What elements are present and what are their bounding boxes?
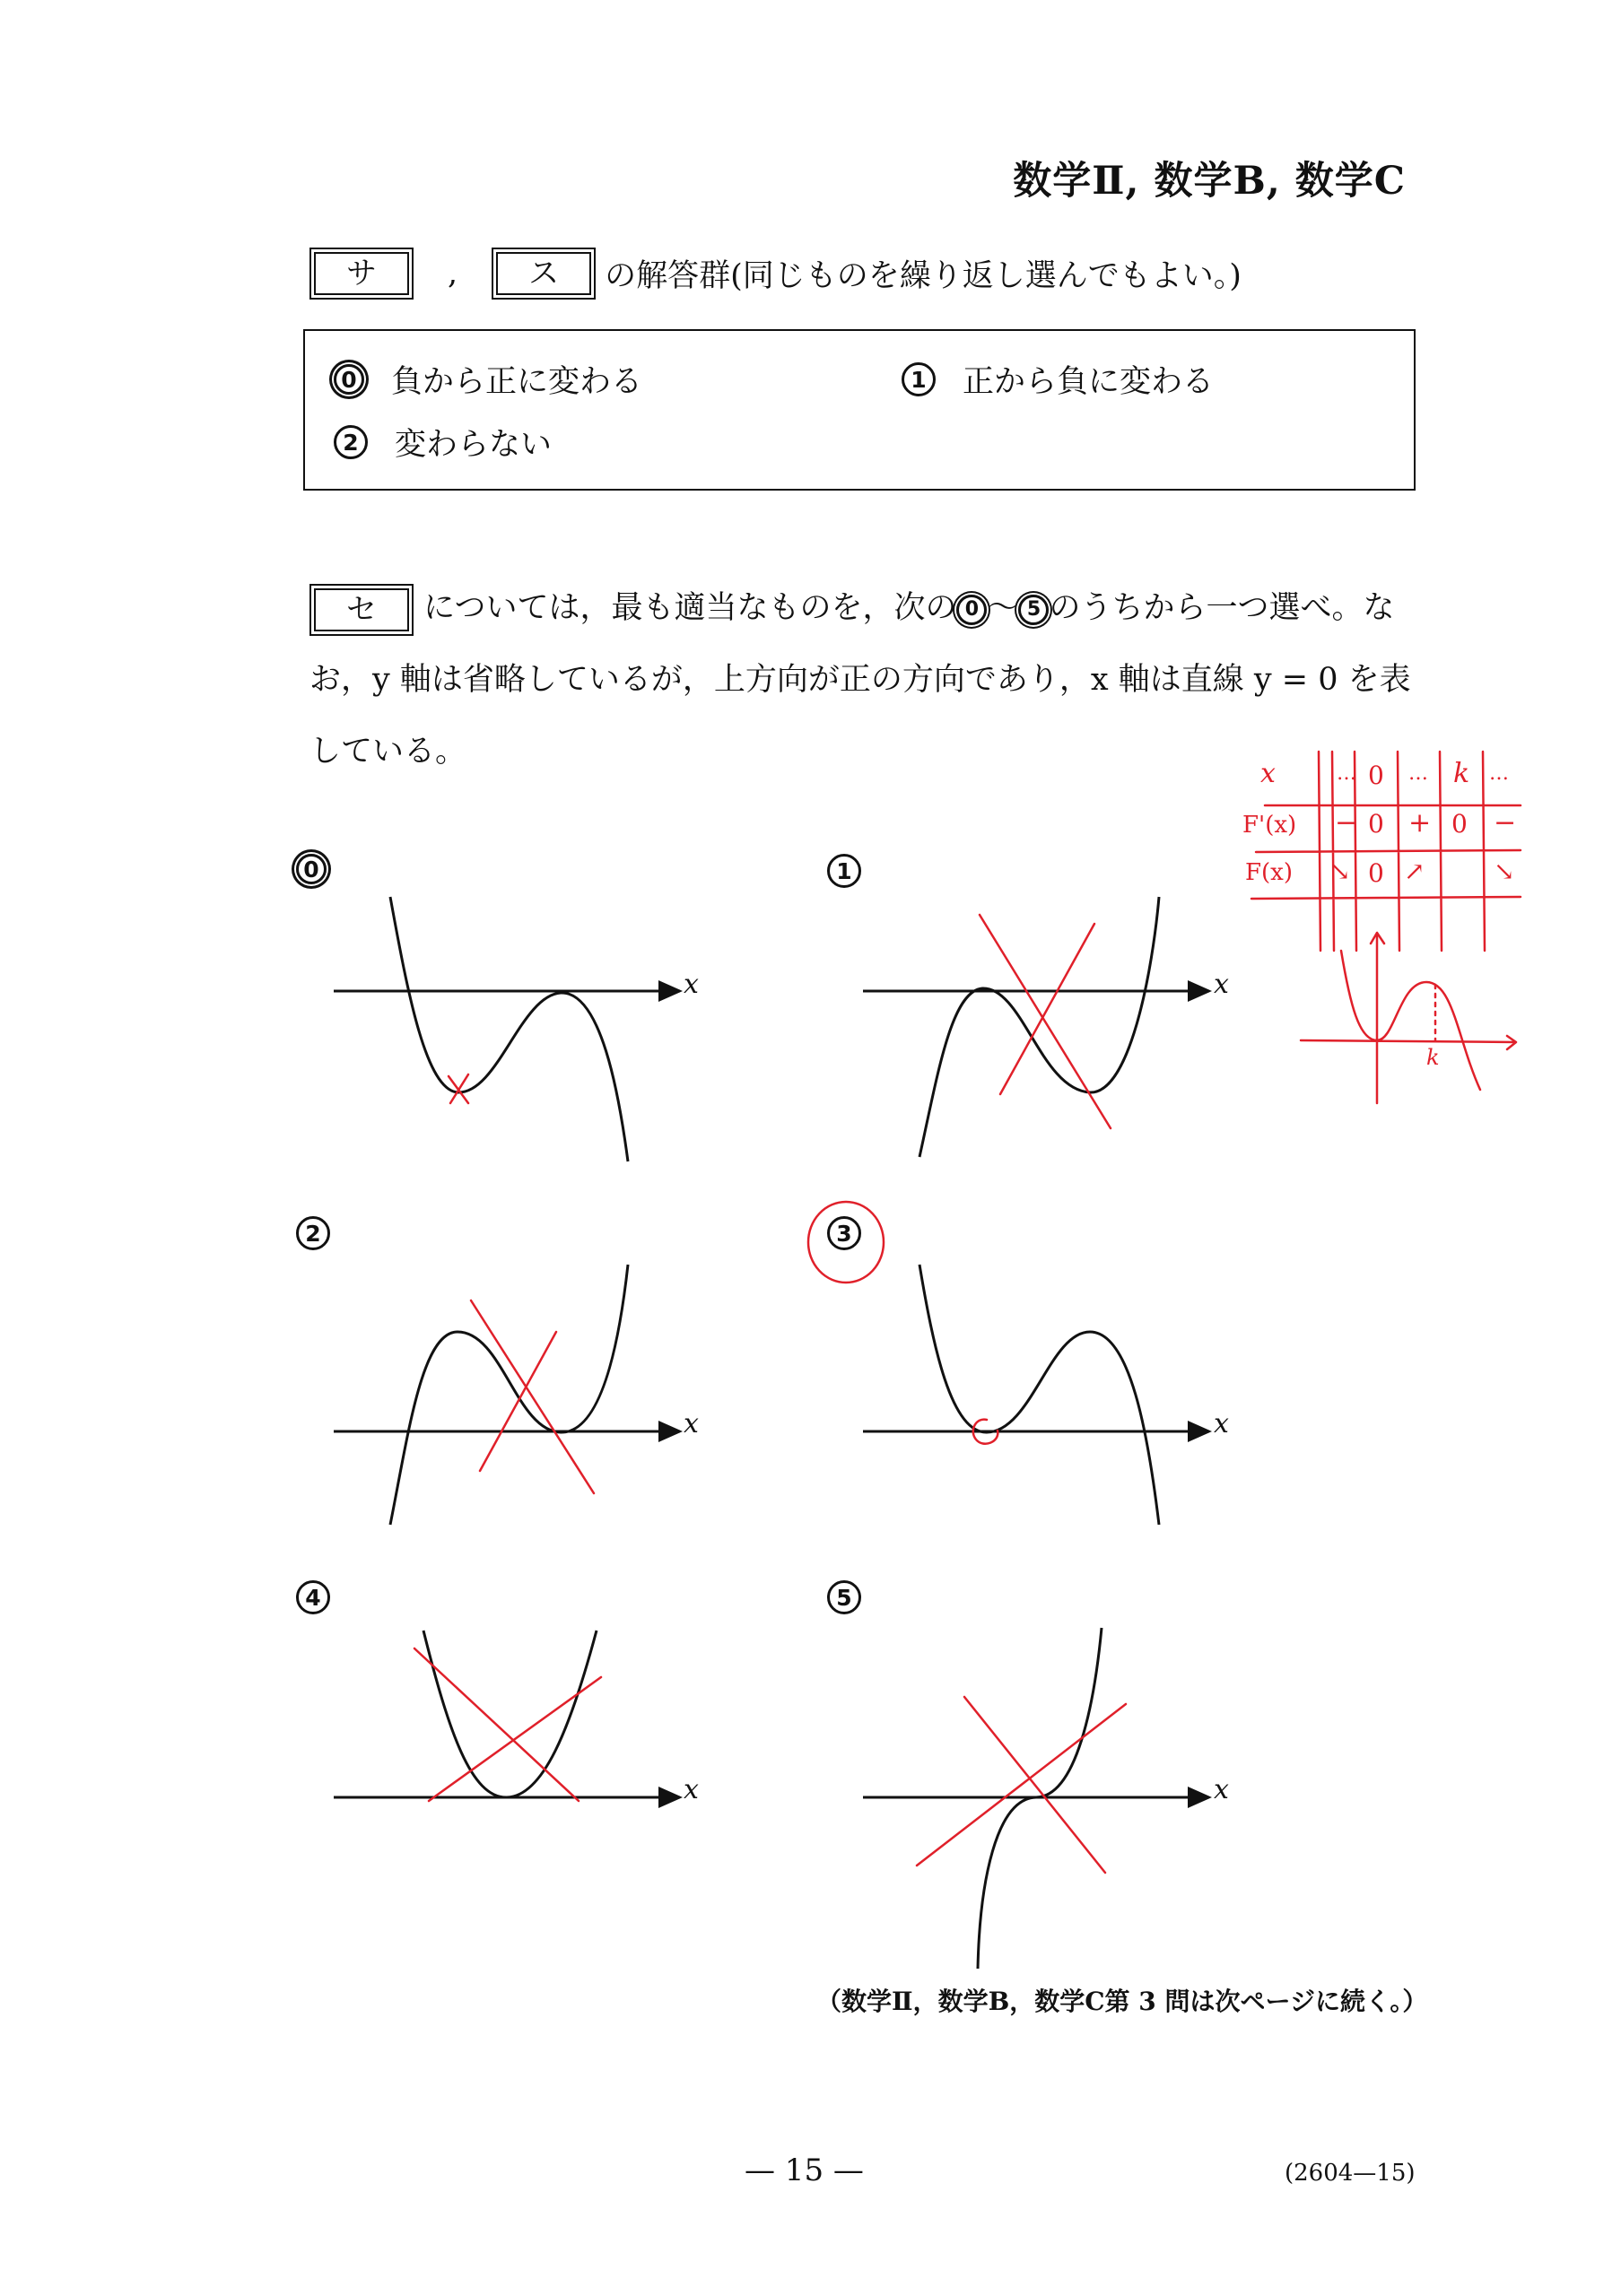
graph-0-curve bbox=[390, 897, 628, 1161]
answer-box-se: セ bbox=[309, 584, 414, 636]
table-cell: k bbox=[1453, 758, 1470, 789]
graph-1-curve bbox=[919, 897, 1159, 1157]
graph-1-cross-mark bbox=[980, 915, 1111, 1128]
table-cell: … bbox=[1337, 762, 1356, 785]
sketch-curve bbox=[1341, 951, 1480, 1090]
graph-2-axis-label: x bbox=[684, 1408, 699, 1439]
question-text-a: については，最も適当なものを，次の bbox=[423, 590, 957, 626]
graph-2-cross-mark bbox=[471, 1300, 594, 1493]
option-number: 0 bbox=[334, 364, 364, 395]
graph-3-axis-label: x bbox=[1214, 1408, 1229, 1439]
question-line-2: お，y 軸は省略しているが，上方向が正の方向であり，x 軸は直線 y = 0 を表 bbox=[309, 662, 1411, 698]
graph-5-number: 5 bbox=[827, 1580, 861, 1614]
table-row1-label: x bbox=[1260, 758, 1276, 789]
table-cell: − bbox=[1494, 807, 1517, 839]
option-label: 負から正に変わる bbox=[391, 364, 643, 400]
graph-3-number: 3 bbox=[827, 1216, 861, 1250]
graph-4-cross-mark bbox=[414, 1648, 601, 1801]
table-cell: + bbox=[1408, 807, 1432, 839]
red-annotations bbox=[414, 752, 1521, 1873]
question-line-3: している。 bbox=[309, 734, 467, 770]
graph-2-number: 2 bbox=[296, 1216, 330, 1250]
option-label: 変わらない bbox=[395, 427, 553, 463]
table-cell: − bbox=[1335, 807, 1358, 839]
continuation-note: （数学Ⅱ，数学B，数学C第 3 問は次ページに続く。） bbox=[816, 1987, 1428, 2016]
graph-2-curve bbox=[390, 1265, 628, 1525]
graph-1-number: 1 bbox=[827, 854, 861, 888]
graph-0-cross-mark bbox=[449, 1074, 468, 1103]
answer-box-sa: サ bbox=[309, 248, 414, 300]
table-cell: … bbox=[1408, 762, 1428, 785]
table-cell: ↗ bbox=[1404, 857, 1425, 886]
table-grid bbox=[1251, 752, 1521, 951]
table-cell: ↘ bbox=[1329, 857, 1351, 886]
page-number: — 15 — bbox=[745, 2152, 864, 2188]
graph-0-number: 0 bbox=[296, 854, 327, 884]
page-code: (2604—15) bbox=[1285, 2160, 1416, 2187]
table-cell: ↘ bbox=[1494, 857, 1515, 886]
table-cell: 0 bbox=[1368, 761, 1384, 790]
option-number: 2 bbox=[334, 425, 368, 459]
graph-3-number-circle bbox=[808, 1202, 884, 1283]
graph-5-axis-label: x bbox=[1214, 1774, 1229, 1805]
range-from: 0 bbox=[956, 595, 987, 625]
graph-4-axis-label: x bbox=[684, 1774, 699, 1805]
range-separator: ～ bbox=[987, 590, 1019, 626]
subject-header: 数学Ⅱ, 数学B, 数学C bbox=[1013, 159, 1406, 204]
graph-4-number: 4 bbox=[296, 1580, 330, 1614]
graph-5-cross-mark bbox=[917, 1697, 1126, 1873]
graph-4-curve bbox=[423, 1631, 597, 1797]
table-cell: 0 bbox=[1368, 858, 1384, 888]
answer-group-text: の解答群(同じものを繰り返し選んでもよい。) bbox=[605, 258, 1242, 294]
table-row2-label: F'(x) bbox=[1242, 812, 1297, 839]
answer-box-su: ス bbox=[492, 248, 596, 300]
question-text-b: のうちから一つ選べ。な bbox=[1049, 590, 1395, 626]
sketch-axes bbox=[1301, 933, 1516, 1103]
separator: , bbox=[448, 256, 458, 291]
graph-3-curve bbox=[919, 1265, 1159, 1525]
graph-0-axis-label: x bbox=[684, 969, 699, 1000]
option-number: 1 bbox=[902, 362, 936, 396]
table-cell: 0 bbox=[1451, 809, 1468, 839]
option-label: 正から負に変わる bbox=[963, 364, 1215, 400]
table-cell: 0 bbox=[1368, 809, 1384, 839]
range-to: 5 bbox=[1018, 595, 1049, 625]
table-row3-label: F(x) bbox=[1245, 859, 1293, 886]
table-cell: … bbox=[1489, 762, 1509, 785]
graph-1-axis-label: x bbox=[1214, 969, 1229, 1000]
sketch-label: k bbox=[1426, 1045, 1440, 1070]
